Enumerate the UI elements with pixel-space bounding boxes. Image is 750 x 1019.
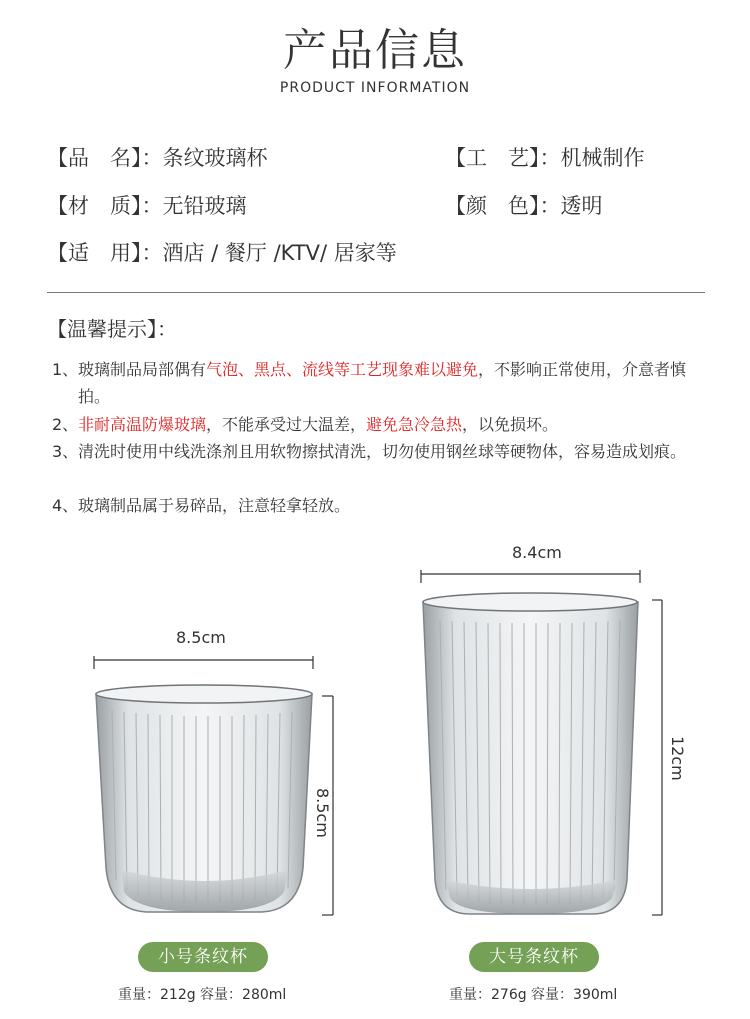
tip-warning: 避免急冷急热 bbox=[366, 415, 463, 434]
small-width-label: 8.5cm bbox=[176, 628, 226, 647]
large-height-bracket bbox=[652, 600, 662, 915]
info-name: 【品 名】：条纹玻璃杯 bbox=[47, 146, 268, 170]
small-height-label: 8.5cm bbox=[313, 788, 332, 838]
tip-text: ，不影响正常使用，介意者慎拍。 bbox=[78, 360, 687, 406]
tip-text: 玻璃制品属于易碎品，注意轻拿轻放。 bbox=[78, 496, 351, 515]
tip-number: 2、 bbox=[52, 415, 79, 434]
tip-number: 3、 bbox=[52, 442, 79, 461]
tip-text: ，以免损坏。 bbox=[462, 415, 559, 434]
large-glass-badge: 大号条纹杯 bbox=[469, 942, 599, 972]
tip-warning: 气泡、黑点、流线等工艺现象难以避免 bbox=[206, 360, 479, 379]
large-height-label: 12cm bbox=[668, 736, 687, 781]
tips-heading: 【温馨提示】： bbox=[47, 317, 177, 341]
small-height-bracket bbox=[322, 696, 333, 915]
large-width-bracket bbox=[421, 570, 640, 583]
large-glass-image bbox=[423, 593, 638, 914]
tip-number: 1、 bbox=[52, 360, 79, 379]
page-title: 产品信息 bbox=[283, 25, 467, 76]
info-craft: 【工 艺】：机械制作 bbox=[445, 146, 645, 170]
small-width-bracket bbox=[94, 656, 313, 669]
info-color: 【颜 色】：透明 bbox=[445, 194, 603, 218]
info-material: 【材 质】：无铅玻璃 bbox=[47, 194, 247, 218]
tip-text: ，不能承受过大温差， bbox=[206, 415, 367, 434]
large-glass-spec: 重量：276g 容量：390ml bbox=[449, 987, 618, 1003]
large-width-label: 8.4cm bbox=[512, 543, 562, 562]
small-glass-badge: 小号条纹杯 bbox=[138, 942, 268, 972]
page-subtitle: PRODUCT INFORMATION bbox=[279, 80, 471, 96]
info-usage: 【适 用】：酒店 / 餐厅 /KTV/ 居家等 bbox=[47, 241, 397, 265]
small-glass-spec: 重量：212g 容量：280ml bbox=[118, 987, 287, 1003]
small-glass-image bbox=[96, 685, 312, 912]
tip-warning: 非耐高温防爆玻璃 bbox=[78, 415, 207, 434]
tip-number: 4、 bbox=[52, 496, 79, 515]
tip-text: 清洗时使用中线洗涤剂且用软物擦拭清洗，切勿使用钢丝球等硬物体，容易造成划痕。 bbox=[78, 442, 687, 461]
tip-text: 玻璃制品局部偶有 bbox=[78, 360, 207, 379]
